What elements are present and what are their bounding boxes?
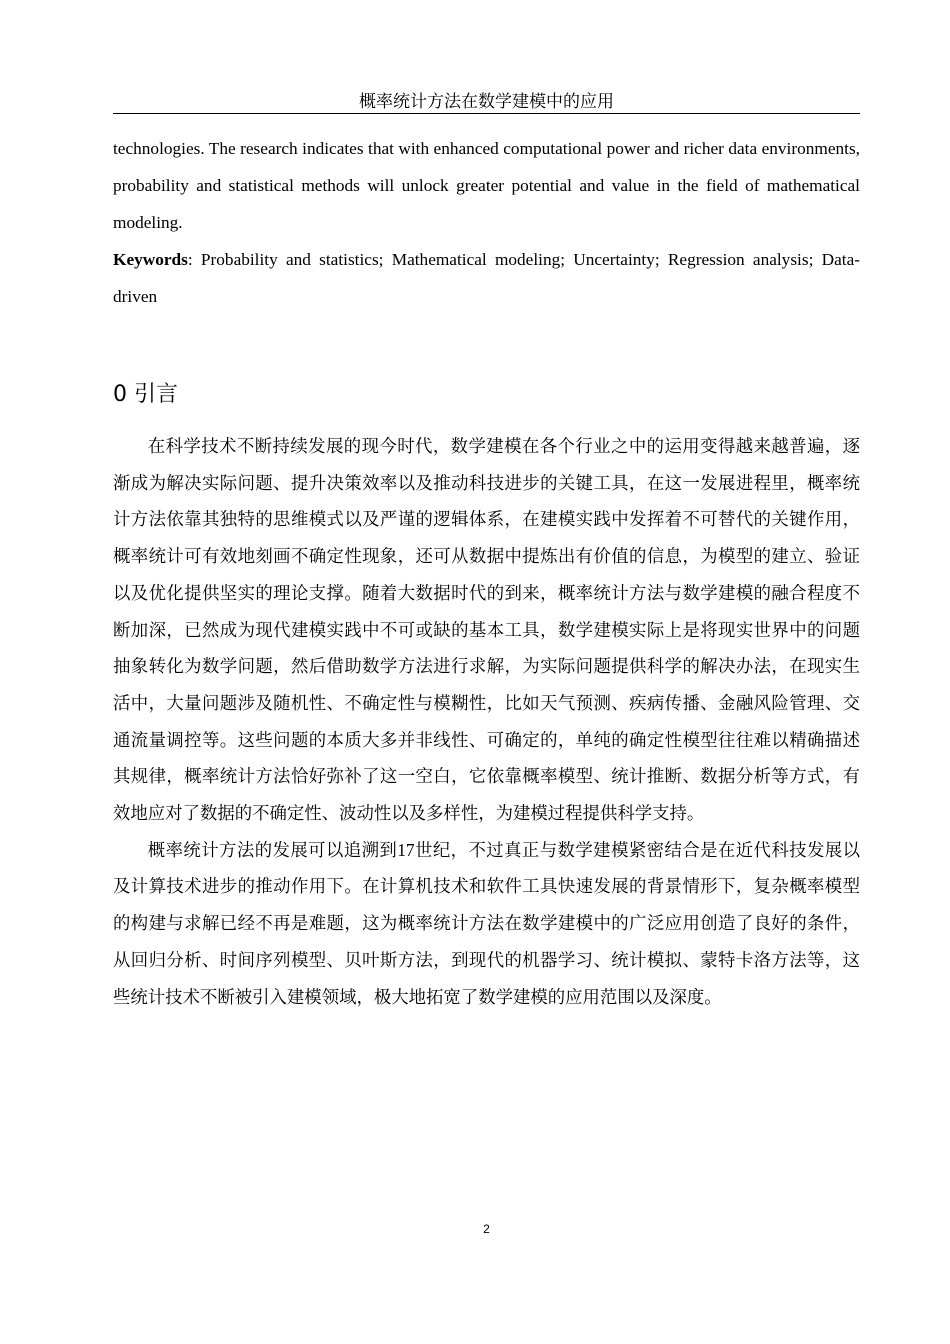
keywords-text: : Probability and statistics; Mathematical modeling; Uncertainty; Regression analysis; Data-driven [113, 250, 860, 306]
abstract-continuation-text: technologies. The research indicates that with enhanced computational power and richer data environments, probability and statistical methods will unlock greater potential and value in the field of mathematical modeling. [113, 139, 860, 232]
page-number: 2 [483, 1222, 490, 1236]
abstract-continuation-block [113, 130, 860, 315]
keywords-label: Keywords [113, 250, 188, 269]
keywords-line [113, 241, 860, 315]
section-body [113, 428, 860, 1015]
body-paragraph: 概率统计方法的发展可以追溯到17世纪，不过真正与数学建模紧密结合是在近代科技发展以及计算技术进步的推动作用下。在计算机技术和软件工具快速发展的背景情形下，复杂概率模型的构建与求解已经不再是难题，这为概率统计方法在数学建模中的广泛应用创造了良好的条件，从回归分析、时间序列模型、贝叶斯方法，到现代的机器学习、统计模拟、蒙特卡洛方法等，这些统计技术不断被引入建模领域，极大地拓宽了数学建模的应用范围以及深度。 [113, 839, 860, 1007]
body-paragraph: 在科学技术不断持续发展的现今时代，数学建模在各个行业之中的运用变得越来越普遍，逐渐成为解决实际问题、提升决策效率以及推动科技进步的关键工具，在这一发展进程里，概率统计方法依靠其独特的思维模式以及严谨的逻辑体系，在建模实践中发挥着不可替代的关键作用，概率统计可有效地刻画不确定性现象，还可从数据中提炼出有价值的信息，为模型的建立、验证以及优化提供坚实的理论支撑。随着大数据时代的到来，概率统计方法与数学建模的融合程度不断加深，已然成为现代建模实践中不可或缺的基本工具，数学建模实际上是将现实世界中的问题抽象转化为数学问题，然后借助数学方法进行求解，为实际问题提供科学的解决办法，在现实生活中，大量问题涉及随机性、不确定性与模糊性，比如天气预测、疾病传播、金融风险管理、交通流量调控等。这些问题的本质大多并非线性、可确定的，单纯的确定性模型往往难以精确描述其规律，概率统计方法恰好弥补了这一空白，它依靠概率模型、统计推断、数据分析等方式，有效地应对了数据的不确定性、波动性以及多样性，为建模过程提供科学支持。 [113, 436, 860, 824]
section-heading: 0 引言 [113, 382, 178, 407]
running-header: 概率统计方法在数学建模中的应用 [359, 92, 614, 111]
header-rule [113, 113, 860, 114]
